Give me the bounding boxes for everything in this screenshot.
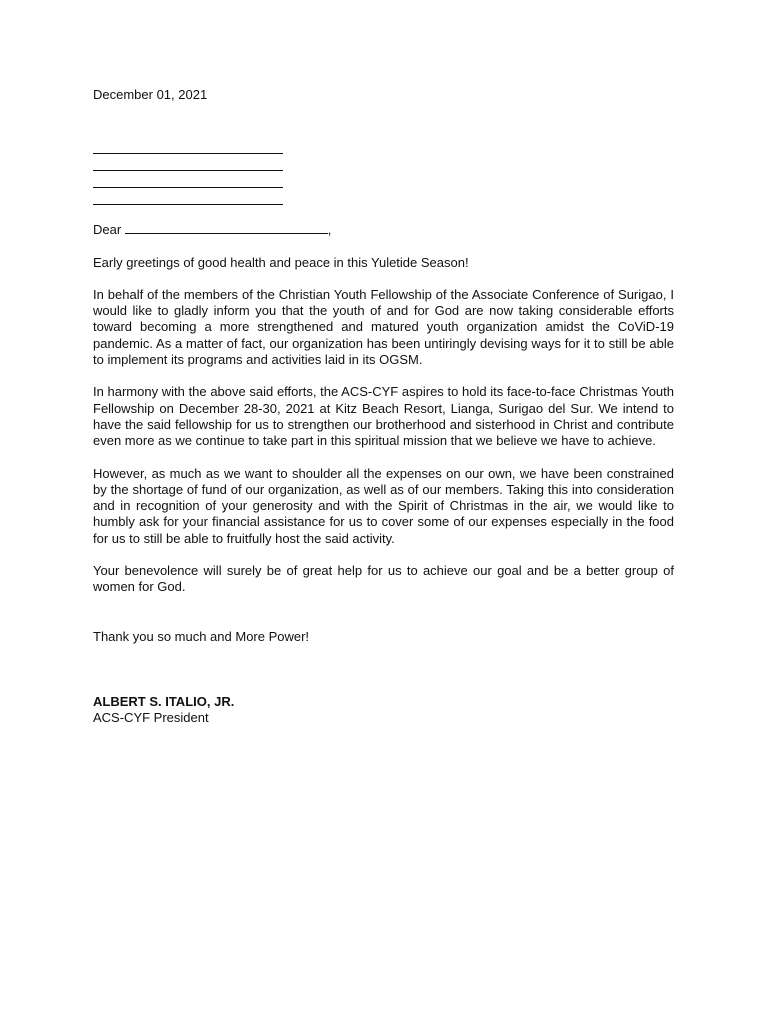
letter-body: [93, 87, 674, 727]
paragraph-3: However, as much as we want to shoulder all the expenses on our own, we have been constrained by the shortage of fund of our organization, as well as of our members. Taking this into consideration and in recognition of your generosity and with the Spirit of Christmas in the air, we would like to humbly ask for your financial assistance for us to cover some of our expenses especially in the food for us to still be able to fruitfully host the said activity.: [93, 465, 674, 546]
greeting-line: Early greetings of good health and peace in this Yuletide Season!: [93, 254, 469, 270]
recipient-address-line-3: [93, 171, 283, 188]
signer-title: ACS-CYF President: [93, 710, 209, 726]
recipient-address-line-4: [93, 188, 283, 205]
salutation-blank: [125, 222, 328, 234]
salutation-suffix: ,: [327, 222, 332, 238]
paragraph-2: In harmony with the above said efforts, the ACS-CYF aspires to hold its face-to-face Christmas Youth Fellowship on December 28-30, 2021 at Kitz Beach Resort, Lianga, Surigao del Sur. We intend to have the said fellowship for us to strengthen our brotherhood and sisterhood in Christ and contribute even more as we continue to take part in this spiritual mission that we believe we have to achieve.: [93, 384, 674, 449]
salutation-prefix: Dear: [93, 222, 125, 238]
paragraph-4: Your benevolence will surely be of great help for us to achieve our goal and be a better group of women for God.: [93, 563, 674, 595]
paragraph-1: In behalf of the members of the Christian Youth Fellowship of the Associate Conference of Surigao, I would like to gladly inform you that the youth of and for God are now taking considerable efforts toward becoming a more strengthened and matured youth organization amidst the CoViD-19 pandemic. As a matter of fact, our organization has been untiringly devising ways for it to still be able to implement its programs and activities laid in its OGSM.: [93, 286, 674, 368]
recipient-address-block: [93, 137, 674, 205]
signer-name: ALBERT S. ITALIO, JR.: [93, 693, 235, 709]
salutation: [93, 222, 674, 238]
letter-date: December 01, 2021: [93, 87, 208, 102]
closing-line: Thank you so much and More Power!: [93, 628, 310, 644]
recipient-address-line-2: [93, 154, 283, 171]
recipient-address-line-1: [93, 137, 283, 154]
